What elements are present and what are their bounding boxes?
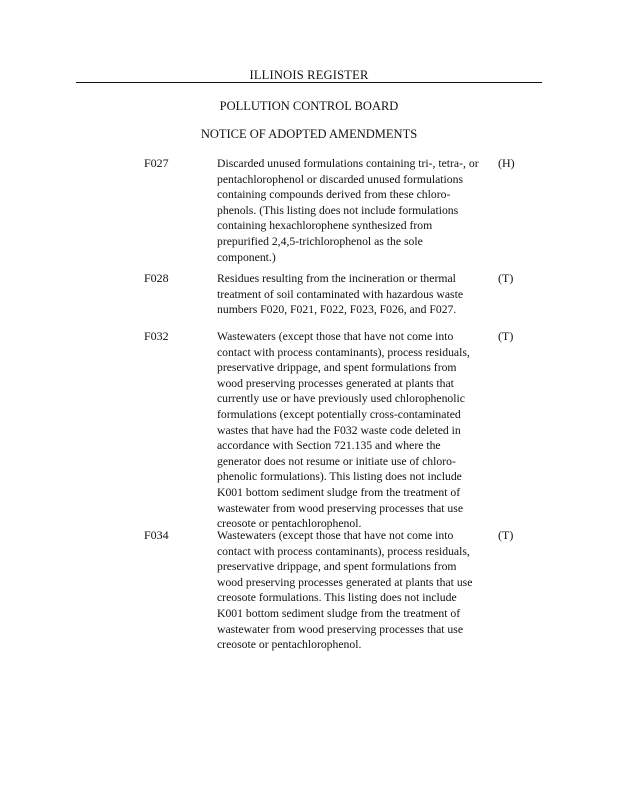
waste-code: F027 xyxy=(144,156,169,170)
waste-code: F032 xyxy=(144,329,169,343)
waste-description: Wastewaters (except those that have not come into contact with process contaminants), process residuals, preservative drippage, and spent formulations from wood preserving processes generated at plants that use creosote formulations. This listing does not include K001 bottom sediment sludge from the treatment of wastewater from wood preserving processes that use creosote or pentachlorophenol. xyxy=(217,529,473,652)
waste-code: F034 xyxy=(144,528,169,542)
hazard-code: (T) xyxy=(498,271,514,285)
waste-code: F028 xyxy=(144,271,169,285)
register-title: ILLINOIS REGISTER xyxy=(249,68,369,82)
hazard-code: (H) xyxy=(498,156,515,170)
hazard-code: (T) xyxy=(498,528,514,542)
waste-description: Wastewaters (except those that have not come into contact with process contaminants), process residuals, preservative drippage, and spent formulations from wood preserving processes generated at plants that currently use or have previously used chlorophenolic formulations (except potentially cross-contaminated wastes that have had the F032 waste code deleted in accordance with Section 721.135 and where the generator does not resume or initiate use of chloro- phenolic formulations). This listing does not include K001 bottom sediment sludge from the treatment of wastewater from wood preserving processes that use creosote or pentachlorophenol. xyxy=(217,330,470,531)
header-divider xyxy=(76,82,542,83)
waste-description: Discarded unused formulations containing tri-, tetra-, or pentachlorophenol or discarded unused formulations containing compounds derived from these chloro- phenols. (This listing does not include formulations containing hexachlorophene synthesized from prepurified 2,4,5-trichlorophenol as the sole component.) xyxy=(217,157,479,264)
board-name: POLLUTION CONTROL BOARD xyxy=(219,99,399,113)
hazard-code: (T) xyxy=(498,329,514,343)
notice-title: NOTICE OF ADOPTED AMENDMENTS xyxy=(200,127,418,141)
waste-description: Residues resulting from the incineration or thermal treatment of soil contaminated with hazardous waste numbers F020, F021, F022, F023, F026, and F027. xyxy=(217,272,464,317)
